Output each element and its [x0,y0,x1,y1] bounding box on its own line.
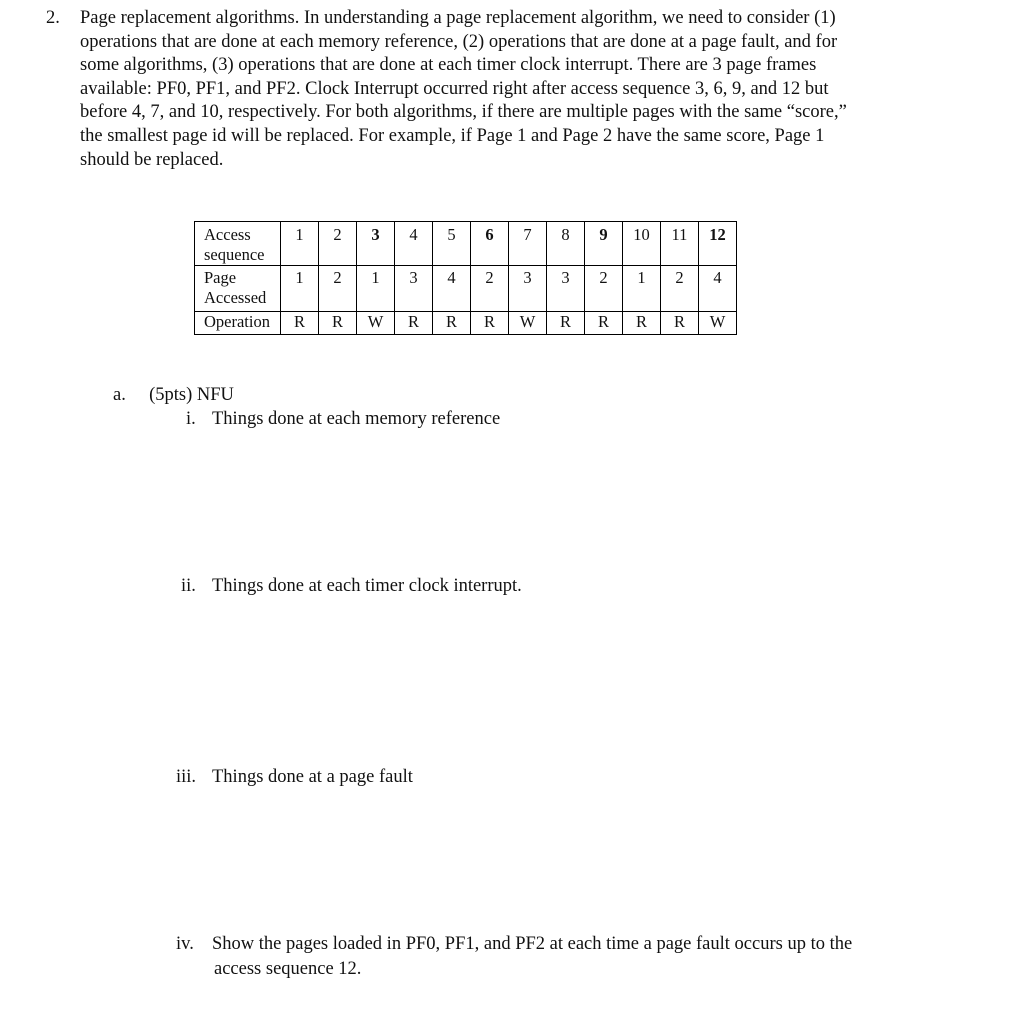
question-line: Page replacement algorithms. In understanding a page replacement algorithm, we need to consider (1) [80,8,836,28]
header-line: sequence [204,245,265,264]
table-cell: 10 [623,222,661,266]
table-cell: R [471,312,509,335]
table-cell: 7 [509,222,547,266]
table-cell: W [509,312,547,335]
table-row-operation [195,312,737,335]
table-cell: 2 [661,266,699,312]
table-cell: R [281,312,319,335]
header-line: Accessed [204,288,267,307]
sub-item-text: Things done at each memory reference [212,409,501,429]
sub-item-number: ii. [181,576,196,596]
table-cell: 1 [281,266,319,312]
sub-item-number: i. [186,409,196,429]
sub-item-iii [0,765,1024,789]
table-cell: R [661,312,699,335]
question-line: some algorithms, (3) operations that are done at each timer clock interrupt. There are 3 page frames [80,55,817,76]
table-cell: R [547,312,585,335]
table-cell: 9 [585,222,623,266]
part-a-heading [113,384,234,406]
table-cell: R [319,312,357,335]
table-cell: W [699,312,737,335]
row-header-operation: Operation [195,312,281,335]
row-header-page-accessed [195,266,281,312]
question-line: the smallest page id will be replaced. For example, if Page 1 and Page 2 have the same score, Page 1 [80,125,825,146]
table-cell: 2 [471,266,509,312]
table-cell: R [585,312,623,335]
sub-item-i [0,407,1024,431]
table-cell: 6 [471,222,509,266]
access-table [194,221,737,335]
table-cell: 8 [547,222,585,266]
table-cell: R [623,312,661,335]
table-cell: 4 [395,222,433,266]
question-number: 2. [46,8,60,28]
table-cell: 3 [395,266,433,312]
table-cell: 2 [319,222,357,266]
sub-item-ii [0,574,1024,598]
part-a-label: a. [113,385,126,405]
table-row-page-accessed [195,266,737,312]
table-cell: 1 [357,266,395,312]
sub-item-number: iii. [176,767,197,787]
table-cell: 4 [433,266,471,312]
table-cell: R [395,312,433,335]
question-line: operations that are done at each memory reference, (2) operations that are done at a page fault, and for [80,31,838,52]
header-line: Access [204,225,251,244]
table-cell: 12 [699,222,737,266]
table-cell: 1 [623,266,661,312]
table-cell: 5 [433,222,471,266]
sub-item-iv [0,932,1024,982]
table-cell: W [357,312,395,335]
table-cell: 3 [509,266,547,312]
table-cell: 3 [357,222,395,266]
table-row-access-sequence [195,222,737,266]
sub-item-text-continued: access sequence 12. [214,959,362,979]
question-line: should be replaced. [80,149,224,170]
row-header-access-sequence [195,222,281,266]
table-cell: 1 [281,222,319,266]
question-line: before 4, 7, and 10, respectively. For both algorithms, if there are multiple pages with the same “score,” [80,102,847,123]
table-cell: 2 [319,266,357,312]
sub-item-text: Things done at a page fault [212,767,413,787]
question-line: available: PF0, PF1, and PF2. Clock Interrupt occurred right after access sequence 3, 6, 9, and 12 but [80,78,829,99]
table-cell: R [433,312,471,335]
table-cell: 11 [661,222,699,266]
header-line: Page [204,268,237,287]
part-a-title: (5pts) NFU [149,385,234,405]
table-cell: 2 [585,266,623,312]
sub-item-text: Things done at each timer clock interrupt. [212,576,522,596]
sub-item-text: Show the pages loaded in PF0, PF1, and PF2 at each time a page fault occurs up to the [212,934,853,954]
table-cell: 4 [699,266,737,312]
question-body [80,7,980,172]
sub-item-number: iv. [176,934,194,954]
table-cell: 3 [547,266,585,312]
